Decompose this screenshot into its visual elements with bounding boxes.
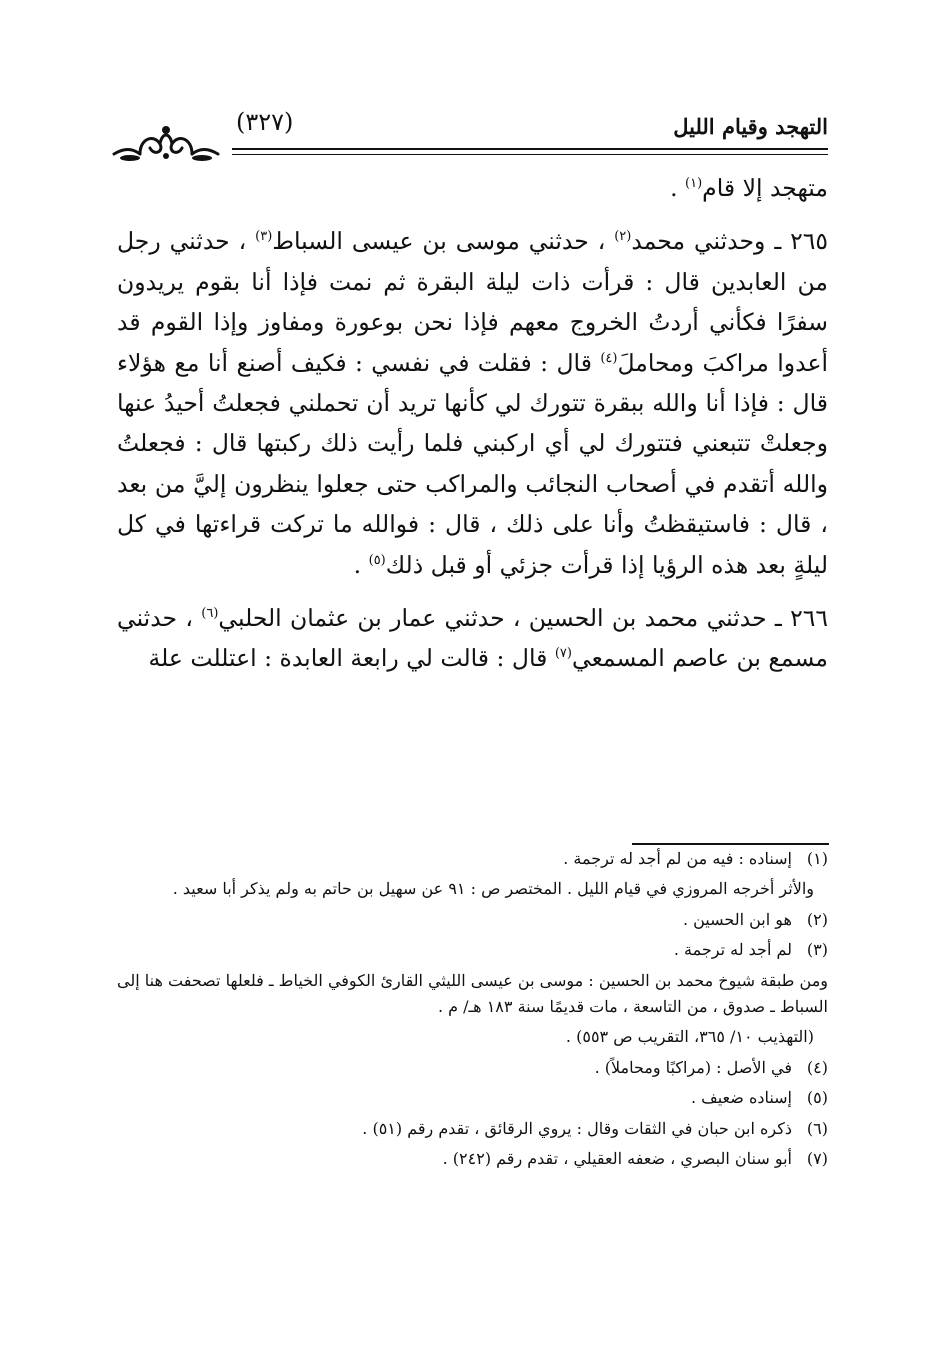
- text-run: .: [670, 174, 686, 202]
- footnote-text: لم أجد له ترجمة .: [673, 940, 792, 960]
- footnote-text: إسناده ضعيف .: [690, 1088, 792, 1108]
- footnote-number: (٢): [806, 909, 828, 929]
- footnote-number: (٥): [806, 1088, 828, 1108]
- footnote-item: [117, 968, 828, 1021]
- text-paragraph: [117, 598, 828, 679]
- text-run: ، حدثني رجل من العابدين قال : قرأت ذات ليلة البقرة ثم نمت فإذا أنا بقوم يريدون سفرًا فكأني أردتُ الخروج معهم فإذا نحن بوعورة ومفاوز وإذا القوم قد أعدوا مراكبَ ومحاملَ: [117, 227, 828, 377]
- footnote-reference: (٥): [368, 552, 386, 568]
- footnote-text: في الأصل : (مراكبًا ومحاملاً) .: [594, 1057, 792, 1077]
- footnote-reference: (٧): [554, 646, 572, 662]
- footnotes: [117, 846, 828, 1176]
- footnote-number: (٦): [806, 1118, 828, 1138]
- text-run: قال : قالت لي رابعة العابدة : اعتللت علة: [148, 644, 555, 673]
- text-run: قال : فقلت في نفسي : فكيف أصنع أنا مع هؤلاء قال : فإذا أنا والله ببقرة تتورك لي كأنها تريد أن تحملني فجعلتُ أحيدُ عنها وجعلتْ تتبعني فتتورك لي أي اركبني فلما رأيت ذلك ركبتها قال : فجعلتُ والله أتقدم في أصحاب النجائب والمراكب حتى جعلوا ينظرون إليَّ من بعد ، قال : فاستيقظتُ وأنا على ذلك ، قال : فوالله ما تركت قراءتها في كل ليلةٍ بعد هذه الرؤيا إذا قرأت جزئي أو قبل ذلك: [117, 348, 828, 579]
- footnote-number: (٤): [806, 1057, 828, 1077]
- main-text: [117, 168, 828, 679]
- footnote-item: [117, 1055, 828, 1081]
- footnote-item: [117, 1116, 828, 1142]
- footnote-number: (٣): [806, 940, 828, 960]
- header-rule: [232, 148, 828, 150]
- text-run: ٢٦٦ ـ حدثني محمد بن الحسين ، حدثني عمار بن عثمان الحلبي: [218, 604, 828, 633]
- header-rule-thin: [232, 154, 828, 155]
- text-run: ، حدثني موسى بن عيسى السباط: [272, 227, 615, 256]
- footnote-item: [117, 937, 828, 963]
- footnote-item: [117, 1024, 828, 1050]
- footnote-separator: [632, 843, 829, 845]
- footnote-reference: (٦): [201, 606, 219, 622]
- footnote-reference: (١): [685, 176, 703, 192]
- footnote-number: (١): [806, 849, 828, 868]
- footnote-text: إسناده : فيه من لم أجد له ترجمة .: [563, 849, 792, 868]
- footnote-item: [117, 907, 828, 933]
- footnote-text: (التهذيب ١٠/ ٣٦٥، التقريب ص ٥٥٣) .: [565, 1027, 814, 1047]
- footnote-text: ومن طبقة شيوخ محمد بن الحسين : موسى بن عيسى الليثي القارئ الكوفي الخياط ـ فلعلها تصحفت هنا إلى السباط ـ صدوق ، من التاسعة ، مات قديمًا سنة ١٨٣ هـ/ م .: [117, 970, 828, 1016]
- footnote-reference: (٣): [255, 229, 273, 245]
- footnote-text: هو ابن الحسين .: [682, 909, 792, 929]
- page-header: [110, 108, 828, 168]
- footnote-item: [117, 876, 828, 902]
- text-run: ، حدثني مسمع بن عاصم المسمعي: [117, 604, 828, 673]
- text-run: متهجد إلا قام: [702, 174, 828, 202]
- footnote-item: [117, 1146, 828, 1172]
- footnote-text: أبو سنان البصري ، ضعفه العقيلي ، تقدم رقم (٢٤٢) .: [442, 1148, 792, 1168]
- running-title: التهجد وقيام الليل: [673, 114, 828, 139]
- text-paragraph: [117, 221, 828, 585]
- footnote-text: ذكره ابن حبان في الثقات وقال : يروي الرقائق ، تقدم رقم (٥١) .: [362, 1118, 792, 1138]
- text-run: ٢٦٥ ـ وحدثني محمد: [631, 227, 828, 256]
- footnote-item: [117, 846, 828, 872]
- footnote-reference: (٢): [614, 229, 632, 245]
- decorative-ornament-icon: [110, 118, 222, 166]
- footnote-item: [117, 1085, 828, 1111]
- footnote-text: والأثر أخرجه المروزي في قيام الليل . المختصر ص : ٩١ عن سهيل بن حاتم به ولم يذكر أبا سعيد .: [172, 879, 814, 899]
- footnote-reference: (٤): [600, 350, 618, 366]
- text-run: .: [353, 550, 369, 579]
- text-paragraph: [117, 168, 828, 208]
- page-number: (٣٢٧): [236, 108, 294, 136]
- footnote-number: (٧): [806, 1148, 828, 1168]
